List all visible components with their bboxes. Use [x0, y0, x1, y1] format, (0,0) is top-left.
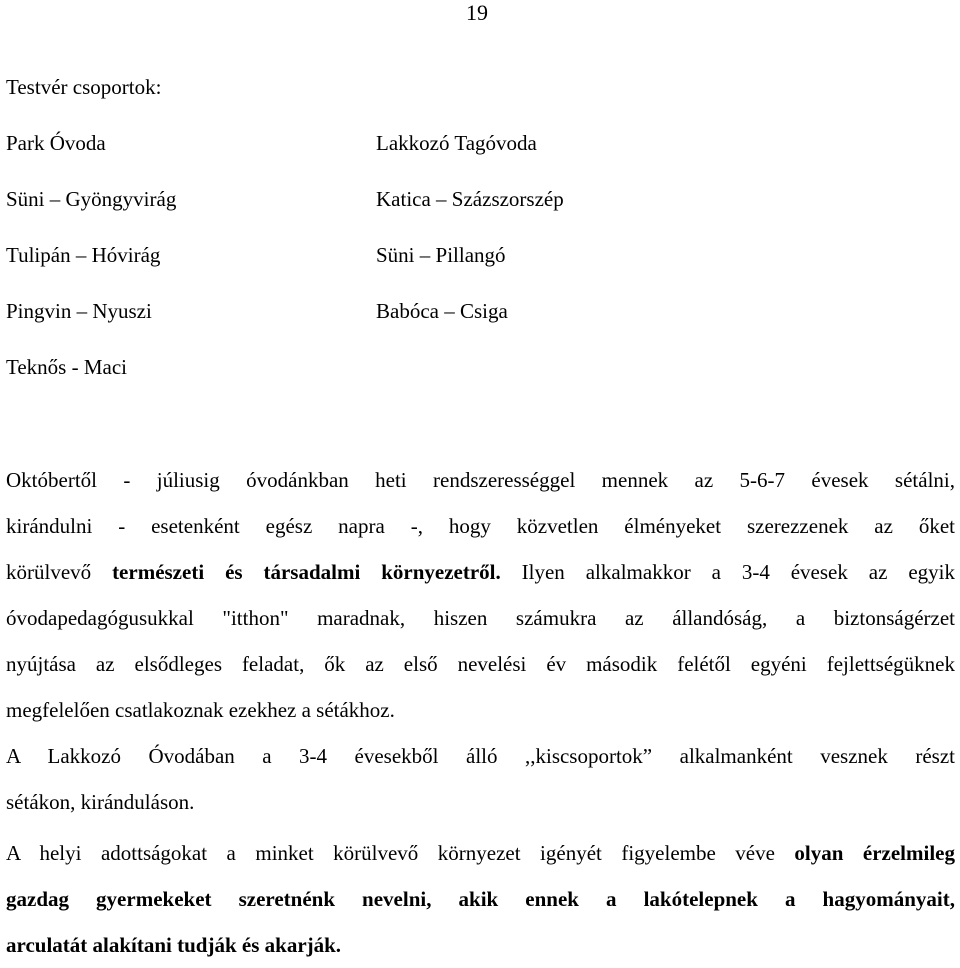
group-left: Pingvin – Nyuszi: [6, 299, 152, 323]
text-run: A helyi adottságokat a minket körülvevő környezet igényét figyelembe véve: [6, 841, 795, 865]
paragraph-line: [6, 549, 955, 595]
group-left: Süni – Gyöngyvirág: [6, 187, 177, 211]
paragraph-walks: [6, 457, 955, 733]
paragraph-line: sétákon, kiránduláson.: [6, 790, 195, 814]
group-left: Tulipán – Hóvirág: [6, 243, 161, 267]
group-left: Park Óvoda: [6, 131, 106, 155]
paragraph-lakkozo: [6, 733, 955, 825]
paragraph-goals: [6, 830, 955, 968]
paragraph-line: [6, 830, 955, 876]
text-run: Ilyen alkalmakkor a 3-4 évesek az egyik: [500, 560, 955, 584]
bold-text: olyan érzelmileg: [794, 841, 955, 865]
paragraph-line: gazdag gyermekeket szeretnénk nevelni, akik ennek a lakótelepnek a hagyományait,: [6, 887, 955, 911]
sibling-groups-heading: Testvér csoportok:: [6, 75, 162, 99]
paragraph-line: nyújtása az elsődleges feladat, ők az első nevelési év második felétől egyéni fejlettségüknek: [6, 652, 955, 676]
paragraph-line: megfelelően csatlakoznak ezekhez a sétákhoz.: [6, 698, 395, 722]
bold-text: természeti és társadalmi környezetről.: [112, 560, 501, 584]
paragraph-line: A Lakkozó Óvodában a 3-4 évesekből álló ,,kiscsoportok” alkalmanként vesznek részt: [6, 744, 955, 768]
group-right: Süni – Pillangó: [376, 243, 506, 267]
paragraph-line: óvodapedagógusukkal "itthon" maradnak, hiszen számukra az állandóság, a biztonságérzet: [6, 606, 955, 630]
group-right: Lakkozó Tagóvoda: [376, 131, 537, 155]
paragraph-line: Októbertől - júliusig óvodánkban heti rendszerességgel mennek az 5-6-7 évesek sétálni,: [6, 468, 955, 492]
group-right: Babóca – Csiga: [376, 299, 508, 323]
group-right: Katica – Százszorszép: [376, 187, 564, 211]
text-run: körülvevő: [6, 560, 113, 584]
page-number: 19: [466, 0, 488, 25]
group-left: Teknős - Maci: [6, 355, 127, 379]
paragraph-line: arculatát alakítani tudják és akarják.: [6, 933, 342, 957]
paragraph-line: kirándulni - esetenként egész napra -, hogy közvetlen élményeket szerezzenek az őket: [6, 514, 955, 538]
